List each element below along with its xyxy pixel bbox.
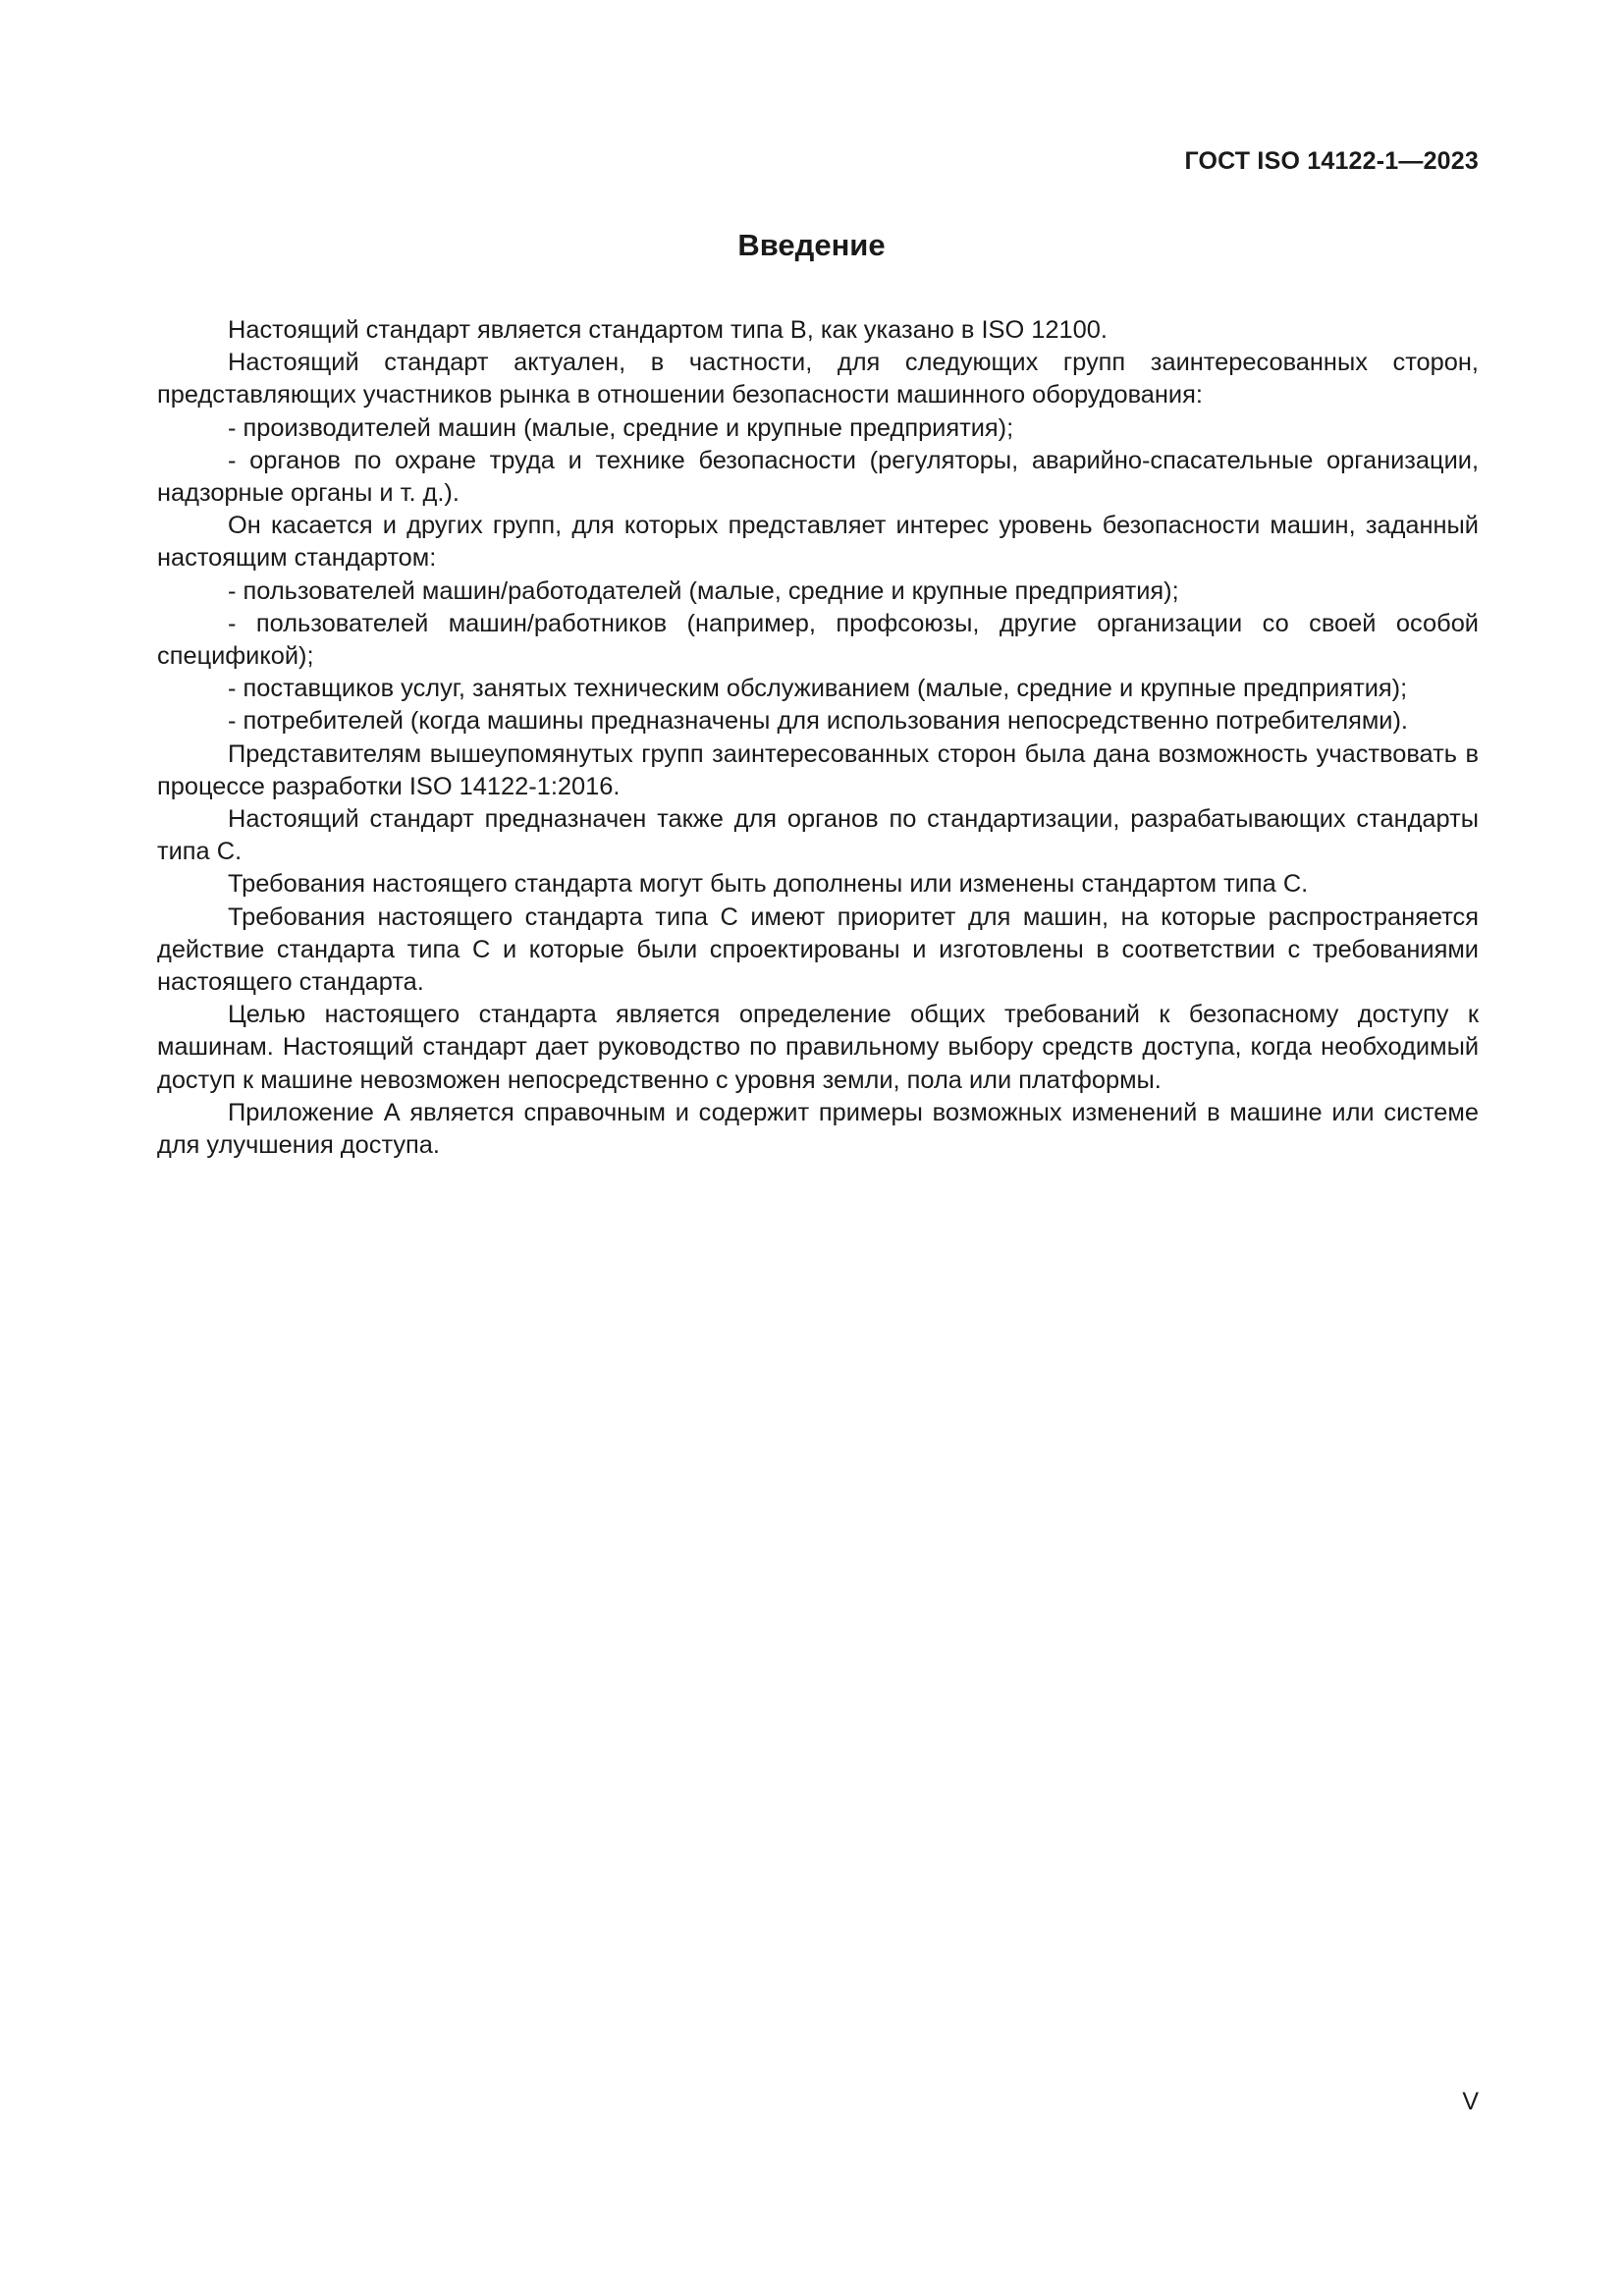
paragraph: Требования настоящего стандарта типа С имеют приоритет для машин, на которые распространяется действие стандарта типа С и которые были спроектированы и изготовлены в соответствии с требованиями настоящего стандарта. <box>157 902 1479 997</box>
paragraph: Настоящий стандарт предназначен также для органов по стандартизации, разрабатывающих стандарты типа С. <box>157 805 1479 866</box>
document-body <box>157 314 1479 1162</box>
list-item: - поставщиков услуг, занятых техническим обслуживанием (малые, средние и крупные предприятия); <box>228 675 1408 703</box>
paragraph: Настоящий стандарт является стандартом типа B, как указано в ISO 12100. <box>228 316 1108 344</box>
paragraph: Настоящий стандарт актуален, в частности, для следующих групп заинтересованных сторон, представляющих участников рынка в отношении безопасности машинного оборудования: <box>157 349 1479 410</box>
paragraph: Представителям вышеупомянутых групп заинтересованных сторон была дана возможность участвовать в процессе разработки ISO 14122-1:2016. <box>157 739 1479 800</box>
list-item: - пользователей машин/работников (например, профсоюзы, другие организации со своей особой спецификой); <box>157 609 1479 671</box>
list-item: - производителей машин (малые, средние и крупные предприятия); <box>228 413 1014 442</box>
document-code: ГОСТ ISO 14122-1—2023 <box>1184 147 1479 175</box>
paragraph: Он касается и других групп, для которых представляет интерес уровень безопасности машин, заданный настоящим стандартом: <box>157 512 1479 573</box>
page-title: Введение <box>737 228 886 262</box>
list-item: - органов по охране труда и технике безопасности (регуляторы, аварийно-спасательные организации, надзорные органы и т. д.). <box>157 446 1479 508</box>
list-item: - потребителей (когда машины предназначены для использования непосредственно потребителями). <box>228 707 1408 736</box>
list-item: - пользователей машин/работодателей (малые, средние и крупные предприятия); <box>228 576 1179 605</box>
paragraph: Целью настоящего стандарта является определение общих требований к безопасному доступу к машинам. Настоящий стандарт дает руководство по правильному выбору средств доступа, когда необходимый доступ к машине невозможен непосредственно с уровня земли, пола или платформы. <box>157 1001 1479 1094</box>
paragraph: Приложение А является справочным и содержит примеры возможных изменений в машине или системе для улучшения доступа. <box>157 1098 1479 1160</box>
paragraph: Требования настоящего стандарта могут быть дополнены или изменены стандартом типа С. <box>228 870 1309 899</box>
page-number: V <box>1462 2088 1479 2115</box>
